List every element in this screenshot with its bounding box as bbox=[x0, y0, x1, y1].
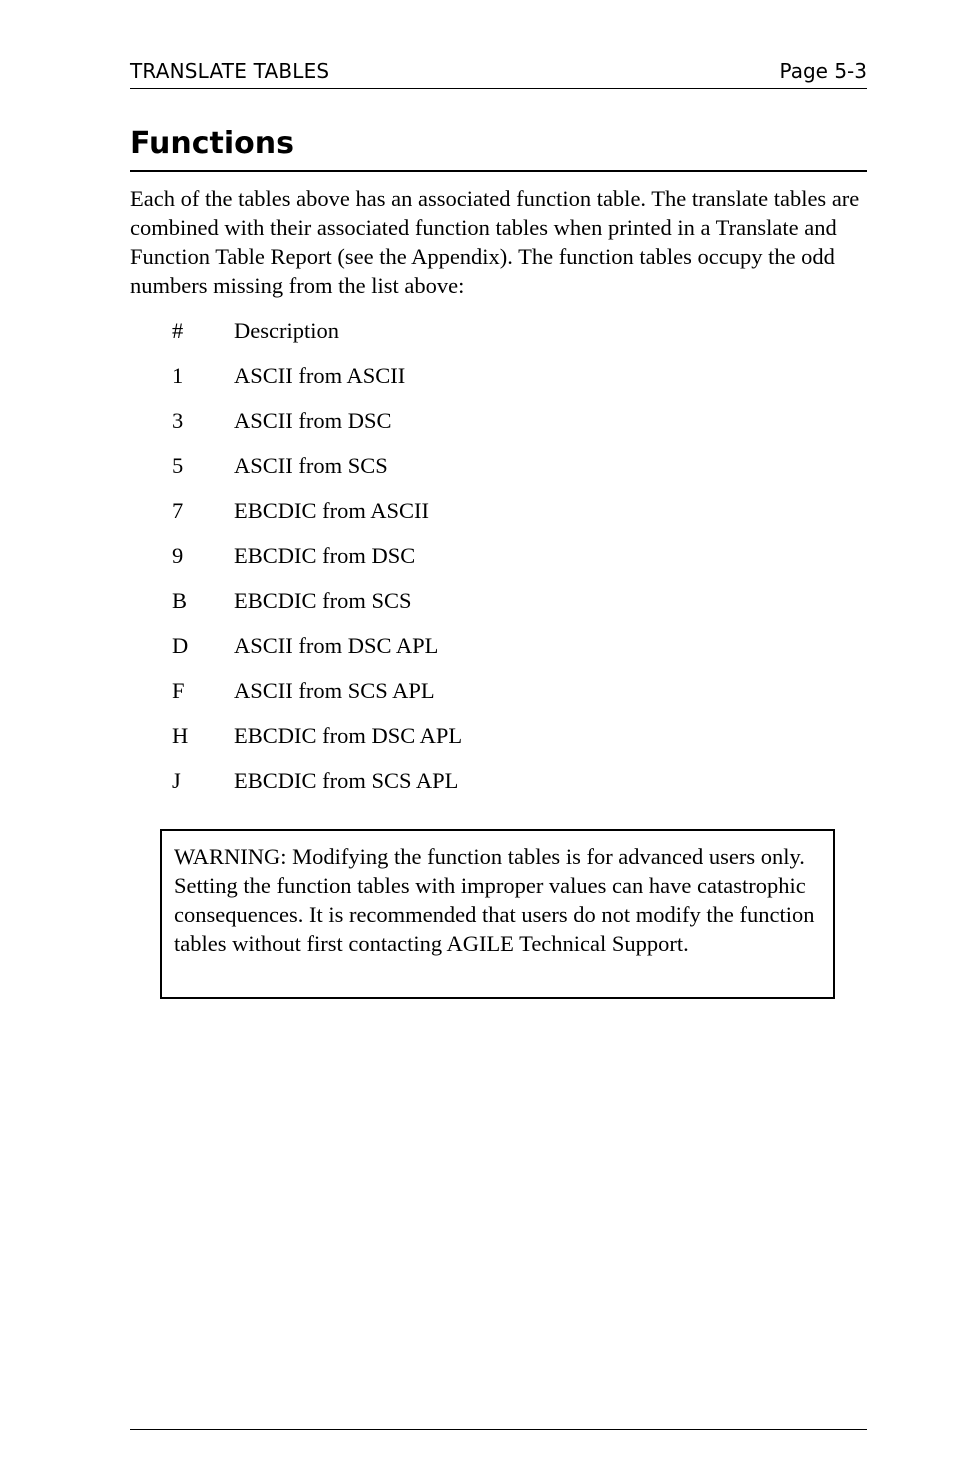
section-title: Functions bbox=[130, 122, 867, 172]
list-item-code: H bbox=[172, 723, 189, 748]
list-item bbox=[172, 361, 672, 406]
warning-text: WARNING: Modifying the function tables is for advanced users only. Setting the function tables with improper values can have catastrophic consequences. It is recommended that users do not modify the function tables without first contacting AGILE Technical Support. bbox=[174, 844, 815, 956]
list-item-description: ASCII from ASCII bbox=[234, 363, 406, 388]
list-item-description: ASCII from DSC bbox=[234, 408, 392, 433]
list-header-description: Description bbox=[234, 318, 339, 343]
list-item-description: ASCII from DSC APL bbox=[234, 633, 439, 658]
intro-paragraph: Each of the tables above has an associated function table. The translate tables are combined with their associated function tables when printed in a Translate and Function Table Report (see the Appendix). The function tables occupy the odd numbers missing from the list above: bbox=[130, 186, 860, 298]
function-table-list bbox=[172, 316, 672, 811]
list-item-code: 7 bbox=[172, 498, 184, 523]
header-section-name: TRANSLATE TABLES bbox=[130, 59, 330, 83]
list-header-code: # bbox=[172, 318, 184, 343]
list-item bbox=[172, 631, 672, 676]
list-item-description: EBCDIC from SCS APL bbox=[234, 768, 459, 793]
footer-rule bbox=[130, 1429, 867, 1430]
list-item-description: ASCII from SCS bbox=[234, 453, 388, 478]
list-item-description: EBCDIC from DSC bbox=[234, 543, 416, 568]
list-item-code: B bbox=[172, 588, 188, 613]
list-item bbox=[172, 406, 672, 451]
list-item-description: EBCDIC from DSC APL bbox=[234, 723, 463, 748]
list-item-code: 5 bbox=[172, 453, 184, 478]
list-item bbox=[172, 766, 672, 811]
list-item-code: D bbox=[172, 633, 189, 658]
list-item-description: EBCDIC from ASCII bbox=[234, 498, 430, 523]
list-item-code: F bbox=[172, 678, 185, 703]
list-item bbox=[172, 586, 672, 631]
list-item bbox=[172, 496, 672, 541]
list-item bbox=[172, 721, 672, 766]
list-item-description: ASCII from SCS APL bbox=[234, 678, 435, 703]
warning-box bbox=[160, 829, 835, 999]
running-header bbox=[130, 58, 867, 89]
header-page-number: Page 5-3 bbox=[779, 59, 867, 83]
list-item-code: 9 bbox=[172, 543, 184, 568]
list-item bbox=[172, 541, 672, 586]
list-item-code: 1 bbox=[172, 363, 184, 388]
list-item bbox=[172, 451, 672, 496]
list-header-row bbox=[172, 316, 672, 361]
list-item-description: EBCDIC from SCS bbox=[234, 588, 412, 613]
list-item-code: 3 bbox=[172, 408, 184, 433]
list-item bbox=[172, 676, 672, 721]
list-item-code: J bbox=[172, 768, 181, 793]
